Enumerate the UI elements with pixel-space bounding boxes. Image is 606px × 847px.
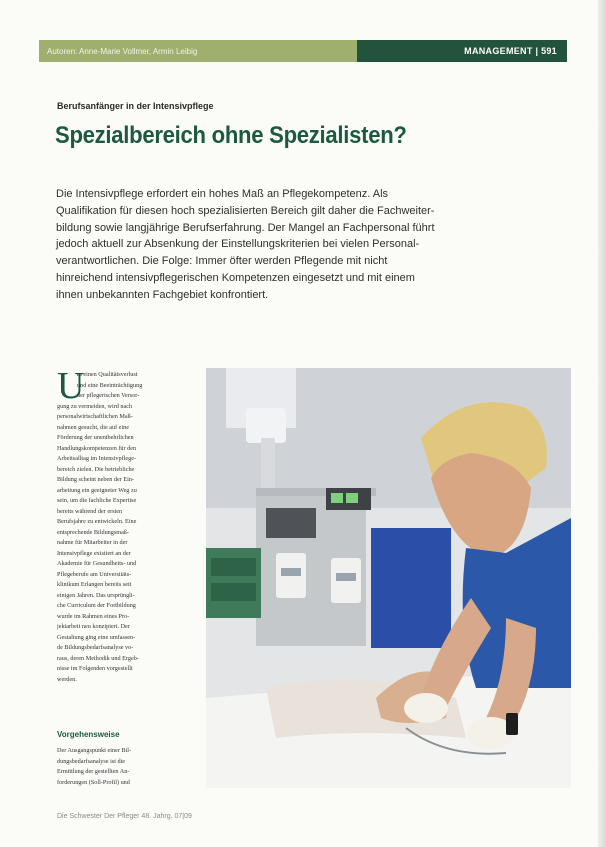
- body-column-continued: [57, 746, 207, 788]
- body-line: Bildung scheint neben der Ein-: [57, 476, 134, 483]
- body-line: gung zu vermeiden, wird nach: [57, 402, 133, 410]
- lead-line: Die Intensivpflege erfordert ein hohes Maß an Pflegekompetenz. Als: [56, 188, 389, 200]
- body-line: arbeitung ein geeigneter Weg zu: [57, 486, 137, 494]
- body-line: jektarbeit neu konzipiert. Der: [57, 623, 130, 630]
- body-line: forderungen (Soll-Profil) und: [57, 778, 130, 786]
- article-photo: [206, 368, 571, 788]
- body-line: bereits während der ersten: [57, 507, 123, 515]
- body-line: wurde im Rahmen eines Pro-: [57, 612, 130, 620]
- body-line: Gestaltung ging eine umfassen-: [57, 633, 136, 641]
- article-title: Spezialbereich ohne Spezialisten?: [55, 122, 407, 149]
- body-line: bereich zielen. Die betriebliche: [57, 465, 135, 473]
- body-line: Ermittlung der gestellten An-: [57, 768, 130, 775]
- body-line: sein, um die fachliche Expertise: [57, 497, 137, 504]
- lead-line: bildung sowie langjährige Berufserfahrung. Der Mangel an Fachpersonal führt: [56, 221, 435, 234]
- body-line: raus, deren Methodik und Ergeb-: [57, 654, 139, 662]
- body-line: der pflegerischen Versor-: [77, 392, 140, 399]
- body-line: entsprechende Bildungsmaß-: [57, 528, 129, 536]
- body-line: Förderung der unentbehrlichen: [57, 434, 134, 441]
- photo-illustration: [206, 368, 571, 788]
- drop-cap: U: [57, 365, 85, 407]
- body-line: personalwirtschaftlichen Maß-: [57, 413, 133, 420]
- article-kicker: Berufsanfänger in der Intensivpflege: [57, 101, 214, 111]
- body-line: m einen Qualitätsverlust: [77, 371, 138, 378]
- article-lead: [56, 186, 496, 304]
- header-authors: Autoren: Anne-Marie Vollmer, Armin Leibig: [47, 46, 198, 56]
- section-subheading: Vorgehensweise: [57, 730, 120, 739]
- body-line: Akademie für Gesundheits- und: [57, 560, 137, 567]
- lead-line: hinreichend intensivpflegerischen Kompetenzen eingesetzt und mit einem: [56, 271, 415, 284]
- scan-edge-shadow: [598, 0, 606, 847]
- body-line: dungsbedarfsanalyse ist die: [57, 757, 126, 765]
- body-line: werden.: [57, 675, 77, 683]
- lead-line: ihnen unbekannten Fachgebiet konfrontiert.: [56, 288, 269, 301]
- body-line: Handlungskompetenzen für den: [57, 444, 137, 452]
- body-line: nahme für Mitarbeiter in der: [57, 539, 128, 546]
- lead-line: jedoch aktuell zur Absenkung der Einstellungskriterien bei vielen Personal-: [56, 238, 420, 251]
- body-line: nahmen gesucht, die auf eine: [57, 423, 129, 431]
- body-column: [57, 365, 207, 685]
- header-bar: [39, 40, 567, 62]
- body-line: Berufsjahre zu entwickeln. Eine: [57, 518, 137, 525]
- body-line: und eine Beeinträchtigung: [77, 381, 143, 389]
- body-line: Arbeitsalltag im Intensivpflege-: [57, 455, 137, 462]
- body-line: Pflegeberufe am Universitäts-: [57, 570, 132, 578]
- page-footer: Die Schwester Der Pfleger 48. Jahrg. 07|09: [57, 813, 192, 820]
- body-line: Der Ausgangspunkt einer Bil-: [57, 747, 132, 754]
- body-line: einigen Jahren. Das ursprüngli-: [57, 591, 135, 599]
- body-line: nisse im Folgenden vorgestellt: [57, 665, 133, 672]
- body-line: de Bildungsbedarfsanalyse vo-: [57, 644, 134, 651]
- header-section-page: MANAGEMENT | 591: [357, 40, 567, 62]
- body-line: klinikum Erlangen bereits seit: [57, 581, 132, 588]
- body-line: che Curriculum der Fortbildung: [57, 602, 136, 609]
- body-line: Intensivpflege existiert an der: [57, 549, 131, 557]
- lead-line: Qualifikation für diesen hoch spezialisierten Bereich gilt daher die Fachweiter-: [56, 204, 435, 217]
- lead-line: verantwortlichen. Die Folge: Immer öfter werden Pflegende mit nicht: [56, 255, 388, 268]
